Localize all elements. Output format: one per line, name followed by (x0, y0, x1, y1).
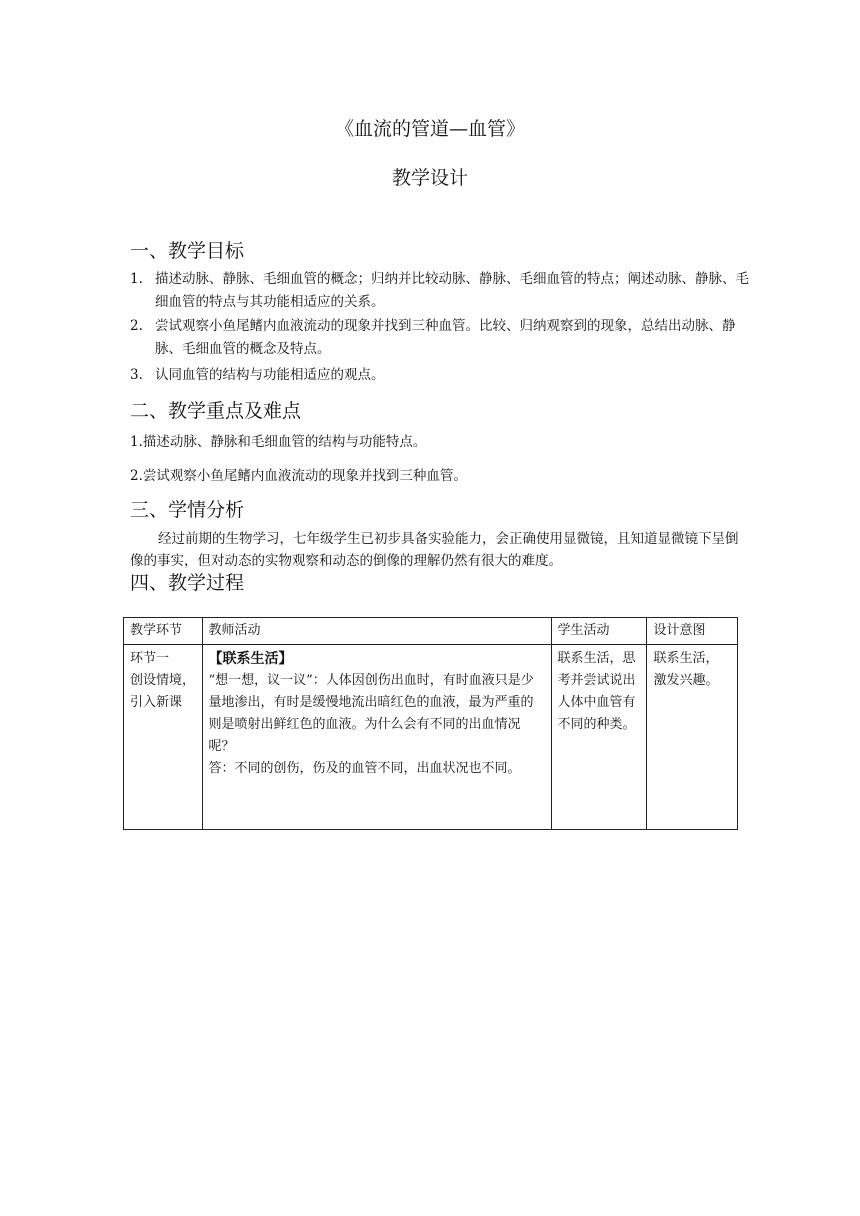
section-heading-objectives: 一、教学目标 (130, 240, 245, 262)
table-row (124, 645, 738, 830)
key-point-item: 2.尝试观察小鱼尾鳍内血液流动的现象并找到三种血管。 (130, 468, 467, 484)
objective-item (130, 268, 760, 314)
header-cell-stage: 教学环节 (124, 618, 203, 645)
teacher-activity-label: 【联系生活】 (208, 651, 293, 667)
header-cell-teacher: 教师活动 (202, 618, 551, 645)
key-point-item: 1.描述动脉、静脉和毛细血管的结构与功能特点。 (130, 434, 427, 450)
objective-number: 1. (130, 271, 143, 287)
objective-text: 认同血管的结构与功能相适应的观点。 (155, 367, 385, 383)
analysis-paragraph: 经过前期的生物学习，七年级学生已初步具备实验能力，会正确使用显微镜，且知道显微镜下呈倒像的事实，但对动态的实物观察和动态的倒像的理解仍然有很大的难度。 (130, 531, 739, 569)
section-heading-analysis: 三、学情分析 (130, 499, 245, 521)
objective-item (130, 364, 760, 387)
objective-number: 3. (130, 367, 143, 383)
cell-stage (124, 645, 203, 830)
cell-teacher-activity (202, 645, 551, 830)
cell-student-activity: 联系生活，思考并尝试说出人体中血管有不同的种类。 (551, 645, 647, 830)
cell-design-intent: 联系生活，激发兴趣。 (647, 645, 738, 830)
section-heading-key-points: 二、教学重点及难点 (130, 400, 302, 422)
table-header-row (124, 618, 738, 645)
header-cell-intent: 设计意图 (647, 618, 738, 645)
stage-line: 引入新课 (130, 695, 183, 710)
header-cell-student: 学生活动 (551, 618, 647, 645)
objective-text: 尝试观察小鱼尾鳍内血液流动的现象并找到三种血管。比较、归纳观察到的现象，总结出动脉、静脉、毛细血管的概念及特点。 (155, 318, 736, 357)
teacher-activity-answer: 答：不同的创伤，伤及的血管不同，出血状况也不同。 (208, 761, 521, 776)
objective-text: 描述动脉、静脉、毛细血管的概念；归纳并比较动脉、静脉、毛细血管的特点；阐述动脉、静脉、毛细血管的特点与其功能相适应的关系。 (155, 271, 749, 310)
document-title: 《血流的管道—血管》 (334, 118, 525, 140)
stage-line: 环节一 (130, 651, 170, 666)
stage-line: 创设情境， (130, 673, 196, 688)
objective-item (130, 315, 760, 361)
teaching-process-table (123, 617, 738, 830)
teacher-activity-text: “想一想，议一议”：人体因创伤出血时，有时血液只是少量地渗出，有时是缓慢地流出暗红色的血液，最为严重的则是喷射出鲜红色的血液。为什么会有不同的出血情况呢？ (208, 673, 534, 754)
section-heading-process: 四、教学过程 (130, 572, 245, 594)
document-subtitle: 教学设计 (391, 167, 468, 189)
objective-number: 2. (130, 318, 143, 334)
